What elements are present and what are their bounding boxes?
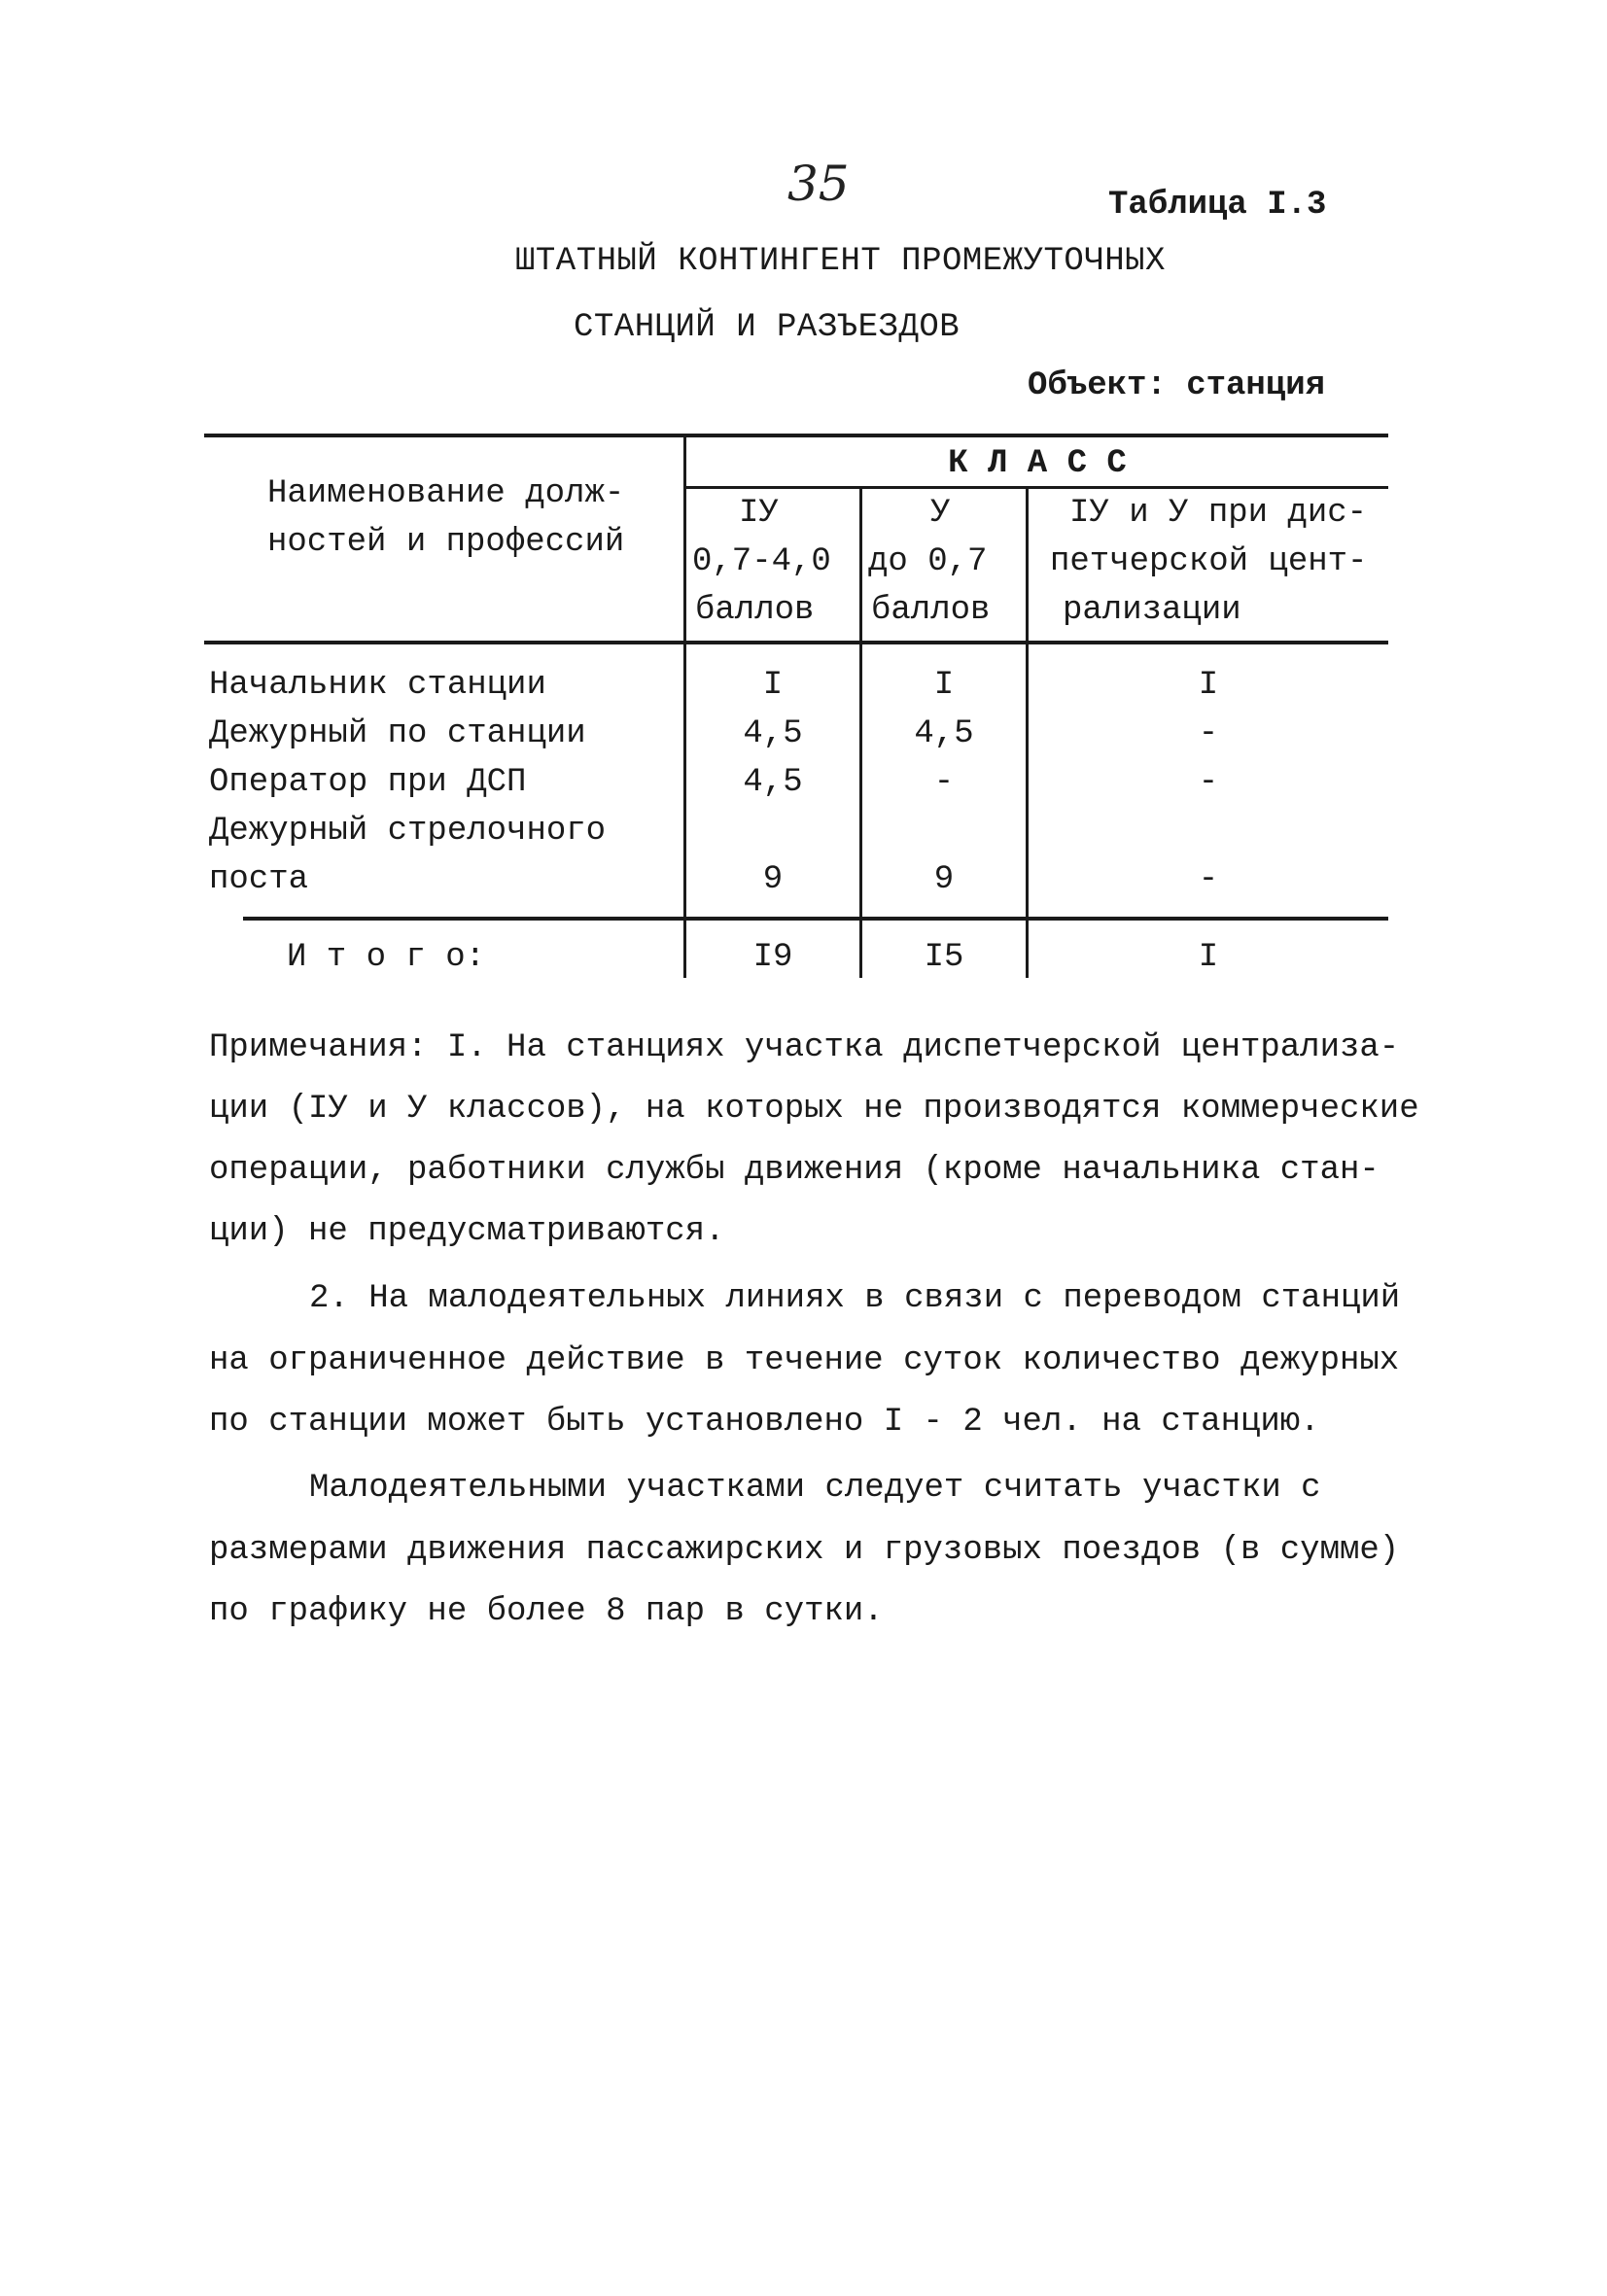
- table-top-rule: [204, 434, 1388, 437]
- row-1-col2: I: [933, 667, 955, 704]
- col2-header-line-1: У: [930, 495, 951, 532]
- row-2-col1: 4,5: [743, 715, 803, 752]
- object-line: Объект: станция: [1028, 367, 1326, 404]
- col3-header-line-2: петчерской цент-: [1050, 543, 1368, 580]
- total-col3: I: [1198, 939, 1219, 976]
- page-number: 35: [787, 156, 850, 212]
- note-1-line-1: Примечания: I. На станциях участка диспетчерской централиза-: [209, 1029, 1400, 1066]
- row-1-col3: I: [1198, 667, 1219, 704]
- note-2-line-3: по станции может быть установлено I - 2 чел. на станцию.: [209, 1404, 1320, 1441]
- row-3-name: Оператор при ДСП: [209, 764, 527, 801]
- total-col2: I5: [924, 939, 964, 976]
- note-3-line-3: по графику не более 8 пар в сутки.: [209, 1593, 884, 1630]
- row-3-col3: -: [1198, 764, 1219, 801]
- header-bottom-rule: [204, 641, 1388, 644]
- row-5-name: поста: [209, 861, 309, 898]
- row-2-col3: -: [1198, 715, 1219, 752]
- row-3-col2: -: [933, 764, 955, 801]
- row-5-col3: -: [1198, 861, 1219, 898]
- row-5-col1: 9: [762, 861, 784, 898]
- class-header: К Л А С С: [948, 445, 1127, 482]
- table-label: Таблица I.3: [1108, 187, 1327, 224]
- note-2-line-1: 2. На малодеятельных линиях в связи с переводом станций: [309, 1280, 1401, 1317]
- name-column-header-line-1: Наименование долж-: [267, 475, 625, 512]
- table-title-line-1: ШТАТНЫЙ КОНТИНГЕНТ ПРОМЕЖУТОЧНЫХ: [515, 243, 1166, 280]
- row-2-name: Дежурный по станции: [209, 715, 586, 752]
- name-column-header-line-2: ностей и профессий: [267, 524, 625, 561]
- note-1-line-3: операции, работники службы движения (кроме начальника стан-: [209, 1152, 1380, 1189]
- total-col1: I9: [752, 939, 793, 976]
- col1-header-line-1: IУ: [739, 495, 779, 532]
- col3-header-line-3: рализации: [1063, 592, 1241, 629]
- note-1-line-2: ции (IУ и У классов), на которых не производятся коммерческие: [209, 1091, 1419, 1128]
- row-5-col2: 9: [933, 861, 955, 898]
- col3-header-line-1: IУ и У при дис-: [1069, 495, 1368, 532]
- col1-header-line-2: 0,7-4,0: [692, 543, 831, 580]
- note-1-line-4: ции) не предусматриваются.: [209, 1213, 725, 1250]
- row-1-name: Начальник станции: [209, 667, 546, 704]
- note-3-line-2: размерами движения пассажирских и грузовых поездов (в сумме): [209, 1532, 1400, 1569]
- row-1-col1: I: [762, 667, 784, 704]
- row-4-name: Дежурный стрелочного: [209, 813, 607, 850]
- table-title-line-2: СТАНЦИЙ И РАЗЪЕЗДОВ: [574, 309, 961, 346]
- note-2-line-2: на ограниченное действие в течение суток количество дежурных: [209, 1342, 1400, 1379]
- total-top-rule: [243, 917, 1388, 921]
- row-3-col1: 4,5: [743, 764, 803, 801]
- col2-header-line-2: до 0,7: [868, 543, 988, 580]
- staff-table: [0, 0, 1607, 1069]
- note-3-line-1: Малодеятельными участками следует считать участки с: [309, 1470, 1321, 1507]
- col1-header-line-3: баллов: [695, 592, 815, 629]
- row-2-col2: 4,5: [914, 715, 974, 752]
- col2-header-line-3: баллов: [871, 592, 991, 629]
- total-label: И т о г о:: [287, 939, 486, 976]
